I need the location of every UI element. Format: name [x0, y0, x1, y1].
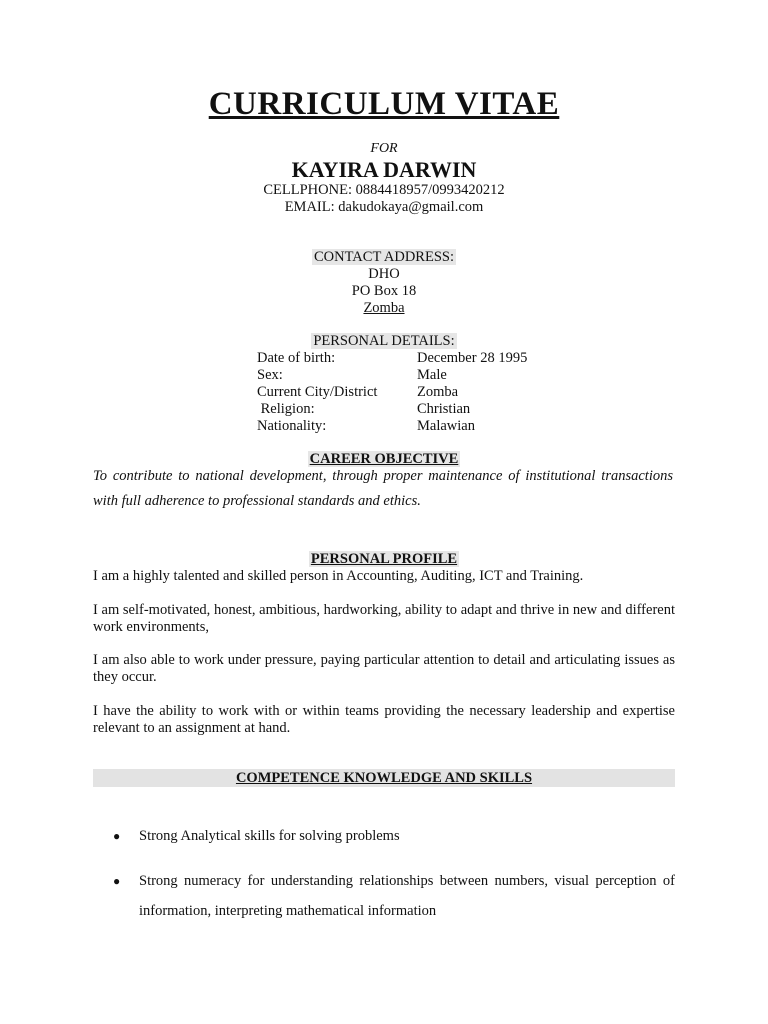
- contact-line-2: PO Box 18: [351, 283, 417, 299]
- contact-address-heading: CONTACT ADDRESS:: [314, 249, 454, 265]
- detail-value: Malawian: [417, 418, 475, 434]
- list-item-text: Strong numeracy for understanding relationships between numbers, visual perception of information, interpreting mathematical information: [139, 873, 675, 919]
- detail-label: Religion:: [257, 401, 315, 417]
- detail-value: Zomba: [417, 384, 459, 400]
- detail-row: [257, 350, 527, 367]
- personal-details-heading-wrap: [0, 333, 768, 350]
- bullet-icon: ●: [113, 829, 121, 843]
- detail-row: [257, 384, 527, 401]
- competence-list: [113, 821, 675, 926]
- personal-profile-heading-wrap: [0, 551, 768, 568]
- detail-value: December 28 1995: [417, 350, 528, 366]
- detail-label: Current City/District: [257, 384, 378, 400]
- contact-line-3: Zomba: [363, 300, 405, 316]
- candidate-name: KAYIRA DARWIN: [291, 157, 477, 182]
- contact-address-heading-wrap: [0, 249, 768, 266]
- email-line: EMAIL: dakudokaya@gmail.com: [284, 199, 484, 215]
- detail-value: Christian: [417, 401, 471, 417]
- detail-value: Male: [417, 367, 447, 383]
- detail-label: Sex:: [257, 367, 283, 383]
- profile-paragraph: I am self-motivated, honest, ambitious, hardworking, ability to adapt and thrive in new and different work environments,: [93, 602, 675, 635]
- profile-paragraph: I am a highly talented and skilled person in Accounting, Auditing, ICT and Training.: [93, 568, 584, 584]
- list-item: [113, 866, 675, 926]
- detail-row: [257, 401, 527, 418]
- document-title: CURRICULUM VITAE: [208, 86, 560, 122]
- contact-line-1: DHO: [368, 266, 400, 282]
- for-label: FOR: [370, 141, 398, 156]
- career-objective-heading: CAREER OBJECTIVE: [309, 451, 459, 467]
- career-objective-text: To contribute to national development, through proper maintenance of institutional transactions with full adherence to professional standards and ethics.: [93, 468, 673, 509]
- profile-paragraph: I have the ability to work with or within teams providing the necessary leadership and expertise relevant to an assignment at hand.: [93, 703, 675, 736]
- personal-profile-heading: PERSONAL PROFILE: [310, 551, 458, 567]
- detail-label: Nationality:: [257, 418, 327, 434]
- list-item-text: Strong Analytical skills for solving problems: [139, 828, 400, 844]
- bullet-icon: ●: [113, 874, 121, 888]
- detail-row: [257, 418, 527, 435]
- detail-row: [257, 367, 527, 384]
- contact-line-3-wrap: [0, 300, 768, 317]
- competence-heading: COMPETENCE KNOWLEDGE AND SKILLS: [235, 770, 533, 786]
- list-item: [113, 821, 675, 851]
- detail-label: Date of birth:: [257, 350, 336, 366]
- cellphone-line: CELLPHONE: 0884418957/0993420212: [263, 182, 505, 198]
- profile-paragraph: I am also able to work under pressure, paying particular attention to detail and articulating issues as they occur.: [93, 652, 675, 685]
- personal-details-table: [257, 350, 527, 435]
- competence-heading-bar: [93, 769, 675, 787]
- personal-details-heading: PERSONAL DETAILS:: [313, 333, 455, 349]
